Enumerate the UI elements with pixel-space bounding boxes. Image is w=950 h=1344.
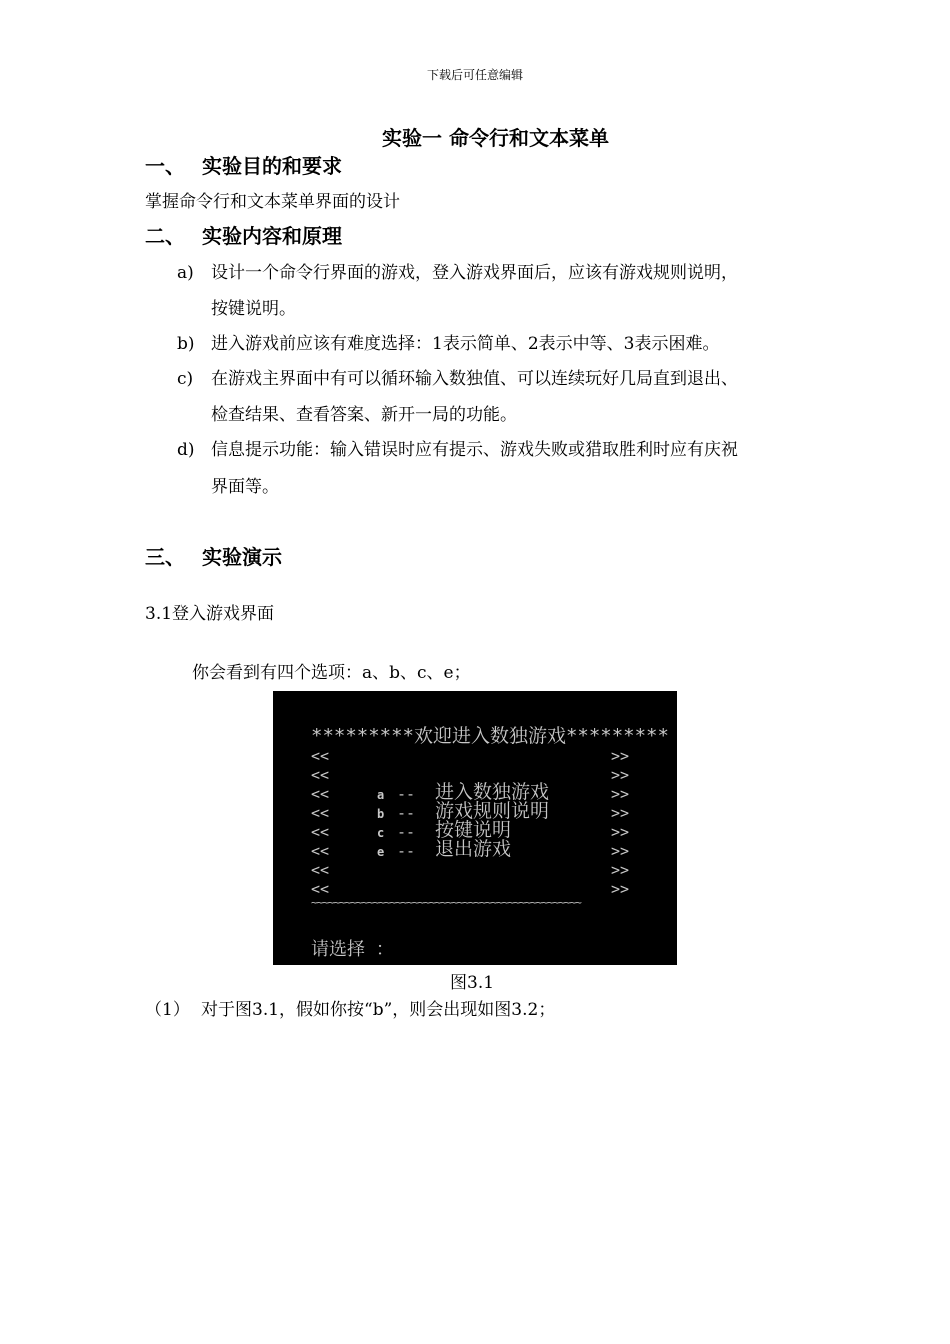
list-item-c xyxy=(177,364,738,389)
list-item-a xyxy=(177,258,738,283)
console-border-row: << >> xyxy=(311,766,629,784)
list-text: 设计一个命令行界面的游戏，登入游戏界面后，应该有游戏规则说明， xyxy=(211,263,738,283)
list-item-c-cont: 检查结果、查看答案、新开一局的功能。 xyxy=(211,405,517,425)
console-prompt: 请选择 ： xyxy=(311,939,394,960)
section-number: 三、 xyxy=(145,545,185,569)
menu-label: 退出游戏 xyxy=(435,838,512,860)
menu-label: 按键说明 xyxy=(435,819,512,841)
section-number: 二、 xyxy=(145,224,185,248)
purpose-text: 掌握命令行和文本菜单界面的设计 xyxy=(145,192,400,212)
list-item-d-cont: 界面等。 xyxy=(211,477,279,497)
document-title: 实验一 命令行和文本菜单 xyxy=(382,126,609,150)
list-text: 进入游戏前应该有难度选择：1表示简单、2表示中等、3表示困难。 xyxy=(211,334,720,354)
note-number: （1） xyxy=(145,1000,190,1020)
note-text: 对于图3.1，假如你按“b”，则会出现如图3.2； xyxy=(201,1000,556,1020)
note-line xyxy=(145,995,555,1020)
section-title: 实验目的和要求 xyxy=(202,154,342,178)
menu-key: b xyxy=(377,807,385,821)
list-marker: d) xyxy=(177,440,195,460)
options-text: 你会看到有四个选项：a、b、c、e； xyxy=(192,663,471,683)
console-menu-row-e: << e -- 退出游戏 >> xyxy=(311,838,629,860)
list-text: 信息提示功能：输入错误时应有提示、游戏失败或猎取胜利时应有庆祝 xyxy=(211,440,738,460)
section-title: 实验演示 xyxy=(202,545,282,569)
section-heading-3 xyxy=(145,541,282,570)
subsection-title: 3.1登入游戏界面 xyxy=(145,604,275,624)
console-screenshot xyxy=(273,691,677,965)
section-number: 一、 xyxy=(145,154,185,178)
section-title: 实验内容和原理 xyxy=(202,224,342,248)
list-marker: b) xyxy=(177,334,195,354)
section-heading-2 xyxy=(145,220,342,249)
console-menu-row-b: << b -- 游戏规则说明 >> xyxy=(311,800,629,822)
list-text: 在游戏主界面中有可以循环输入数独值、可以连续玩好几局直到退出、 xyxy=(211,369,738,389)
console-border-row: << >> xyxy=(311,880,629,898)
figure-caption: 图3.1 xyxy=(450,973,495,993)
section-heading-1 xyxy=(145,150,342,179)
menu-key: e xyxy=(377,845,385,859)
list-item-a-cont: 按键说明。 xyxy=(211,299,296,319)
menu-key: c xyxy=(377,826,385,840)
console-border-row: << >> xyxy=(311,861,629,879)
menu-label: 进入数独游戏 xyxy=(435,781,550,803)
list-marker: c) xyxy=(177,369,194,389)
console-menu-row-c: << c -- 按键说明 >> xyxy=(311,819,629,841)
console-menu-row-a: << a -- 进入数独游戏 >> xyxy=(311,781,629,803)
header-note: 下载后可任意编辑 xyxy=(426,68,523,82)
list-marker: a) xyxy=(177,263,194,283)
list-item-d xyxy=(177,435,738,460)
menu-label: 游戏规则说明 xyxy=(435,800,550,822)
console-bottom-border: ~~~~~~~~~~~~~~~~~~~~~~~~~~~~~~~~~~~~~~~~~~~~~~~~ xyxy=(311,896,581,909)
list-item-b xyxy=(177,329,719,354)
console-banner: *********欢迎进入数独游戏********* xyxy=(311,725,669,747)
console-border-row: << >> xyxy=(311,747,629,765)
menu-key: a xyxy=(377,788,385,802)
